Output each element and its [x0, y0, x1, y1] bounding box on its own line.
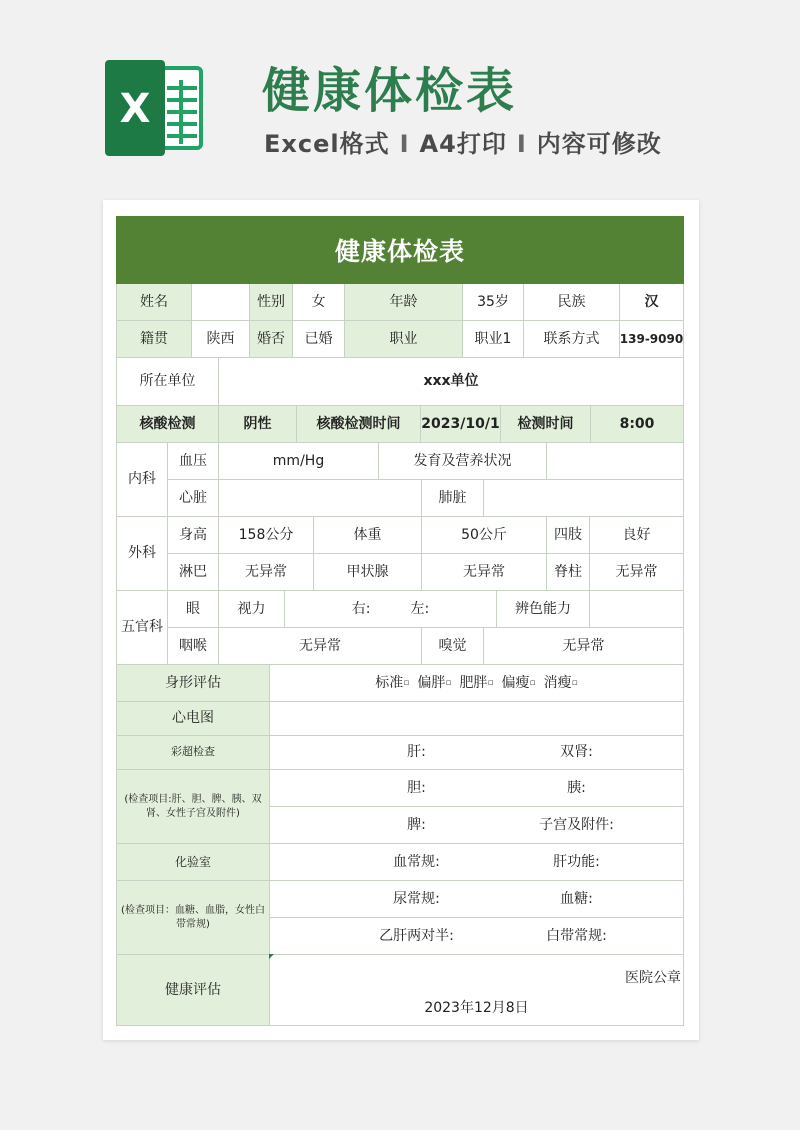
- age-value[interactable]: 35岁: [463, 284, 524, 321]
- height-value[interactable]: 158公分: [219, 517, 314, 554]
- subtitle-separator: I: [399, 130, 410, 158]
- ultrasound-row-2[interactable]: [270, 770, 684, 807]
- smell-label: 嗅觉: [422, 628, 484, 665]
- lymph-value[interactable]: 无异常: [219, 554, 314, 591]
- body-shape-label: 身形评估: [116, 665, 270, 702]
- heart-label: 心脏: [168, 480, 219, 517]
- origin-label: 籍贯: [116, 321, 192, 358]
- eye-label: 眼: [168, 591, 219, 628]
- ultrasound-row-3[interactable]: [270, 807, 684, 844]
- weight-value[interactable]: 50公斤: [422, 517, 547, 554]
- logo-letter: X: [119, 86, 151, 132]
- limbs-value[interactable]: 良好: [590, 517, 684, 554]
- body-option-emaciated[interactable]: 消瘦▫: [543, 674, 578, 691]
- body-option-obese[interactable]: 肥胖▫: [459, 674, 494, 691]
- vision-label: 视力: [219, 591, 285, 628]
- page-title: 健康体检表: [262, 63, 518, 119]
- lung-value[interactable]: [484, 480, 684, 517]
- body-option-slightly-fat[interactable]: 偏胖▫: [417, 674, 452, 691]
- nat-label: 核酸检测: [116, 406, 219, 443]
- checkbox-icon[interactable]: ▫: [529, 677, 536, 688]
- ethnic-label: 民族: [524, 284, 620, 321]
- lab-note: (检查项目：血糖、血脂，女性白带常规): [116, 881, 270, 955]
- checkbox-icon[interactable]: ▫: [445, 677, 452, 688]
- smell-value[interactable]: 无异常: [484, 628, 684, 665]
- nat-time-label: 核酸检测时间: [297, 406, 421, 443]
- name-label: 姓名: [116, 284, 192, 321]
- vision-value[interactable]: [285, 591, 497, 628]
- ent-label: 五官科: [116, 591, 168, 665]
- pancreas-label: 胰:: [567, 779, 586, 796]
- contact-value[interactable]: 139-9090: [620, 321, 684, 358]
- liver-function-label: 肝功能:: [553, 853, 600, 870]
- bottom-border: [270, 1025, 684, 1026]
- subtitle: [264, 124, 662, 159]
- surgery-label: 外科: [116, 517, 168, 591]
- blood-routine-label: 血常规:: [393, 853, 440, 870]
- throat-value[interactable]: 无异常: [219, 628, 422, 665]
- bp-label: 血压: [168, 443, 219, 480]
- height-label: 身高: [168, 517, 219, 554]
- age-label: 年龄: [345, 284, 463, 321]
- subtitle-print: A4打印: [419, 130, 507, 158]
- spine-value[interactable]: 无异常: [590, 554, 684, 591]
- nat-time-value[interactable]: 2023/10/1: [421, 406, 501, 443]
- origin-value[interactable]: 陕西: [192, 321, 250, 358]
- color-vision-label: 辨色能力: [497, 591, 590, 628]
- nat-value[interactable]: 阴性: [219, 406, 297, 443]
- bp-value[interactable]: mm/Hg: [219, 443, 379, 480]
- checkbox-icon[interactable]: ▫: [571, 677, 578, 688]
- excel-logo-icon: [105, 60, 203, 156]
- spleen-label: 脾:: [407, 816, 426, 833]
- ethnic-value[interactable]: 汉: [620, 284, 684, 321]
- exam-time-value[interactable]: 8:00: [591, 406, 684, 443]
- checkbox-icon[interactable]: ▫: [487, 677, 494, 688]
- left-eye-label: 左:: [410, 600, 430, 617]
- uterus-label: 子宫及附件:: [539, 816, 614, 833]
- ecg-value[interactable]: [270, 702, 684, 736]
- hepatitis-b-label: 乙肝两对半:: [379, 927, 454, 944]
- blood-sugar-label: 血糖:: [560, 890, 593, 907]
- gender-value[interactable]: 女: [293, 284, 345, 321]
- subtitle-editable: 内容可修改: [536, 130, 662, 158]
- health-form: [116, 216, 684, 1026]
- body-option-slightly-thin[interactable]: 偏瘦▫: [501, 674, 536, 691]
- marital-label: 婚否: [250, 321, 293, 358]
- ultrasound-note: (检查项目:肝、胆、脾、胰、双肾、女性子宫及附件): [116, 770, 270, 844]
- ecg-label: 心电图: [116, 702, 270, 736]
- spine-label: 脊柱: [547, 554, 590, 591]
- body-option-standard[interactable]: 标准▫: [375, 674, 410, 691]
- throat-label: 咽喉: [168, 628, 219, 665]
- ultrasound-label: 彩超检查: [116, 736, 270, 770]
- internal-label: 内科: [116, 443, 168, 517]
- lymph-label: 淋巴: [168, 554, 219, 591]
- gallbladder-label: 胆:: [407, 779, 426, 796]
- exam-time-label: 检测时间: [501, 406, 591, 443]
- name-value[interactable]: [192, 284, 250, 321]
- body-shape-options: [270, 665, 684, 702]
- lab-row-3[interactable]: [270, 918, 684, 955]
- development-label: 发育及营养状况: [379, 443, 547, 480]
- kidney-label: 双肾:: [560, 744, 593, 761]
- urine-routine-label: 尿常规:: [393, 890, 440, 907]
- right-eye-label: 右:: [351, 600, 371, 617]
- leucorrhea-label: 白带常规:: [546, 927, 607, 944]
- contact-label: 联系方式: [524, 321, 620, 358]
- lab-label: 化验室: [116, 844, 270, 881]
- limbs-label: 四肢: [547, 517, 590, 554]
- thyroid-label: 甲状腺: [314, 554, 422, 591]
- checkbox-icon[interactable]: ▫: [403, 677, 410, 688]
- unit-label: 所在单位: [116, 358, 219, 406]
- subtitle-separator: I: [516, 130, 527, 158]
- evaluation-label: 健康评估: [116, 955, 270, 1026]
- heart-value[interactable]: [219, 480, 422, 517]
- report-date: 2023年12月8日: [424, 999, 529, 1016]
- liver-label: 肝:: [407, 744, 426, 761]
- lab-row-2[interactable]: [270, 881, 684, 918]
- thyroid-value[interactable]: 无异常: [422, 554, 547, 591]
- weight-label: 体重: [314, 517, 422, 554]
- ultrasound-row-1[interactable]: [270, 736, 684, 770]
- job-label: 职业: [345, 321, 463, 358]
- lab-row-1[interactable]: [270, 844, 684, 881]
- color-vision-value[interactable]: [590, 591, 684, 628]
- development-value[interactable]: [547, 443, 684, 480]
- hospital-stamp-label: 医院公章: [625, 969, 681, 986]
- form-banner: 健康体检表: [116, 216, 684, 284]
- marital-value[interactable]: 已婚: [293, 321, 345, 358]
- job-value[interactable]: 职业1: [463, 321, 524, 358]
- lung-label: 肺脏: [422, 480, 484, 517]
- gender-label: 性别: [250, 284, 293, 321]
- subtitle-format: Excel格式: [264, 130, 390, 158]
- unit-value[interactable]: xxx单位: [219, 358, 684, 406]
